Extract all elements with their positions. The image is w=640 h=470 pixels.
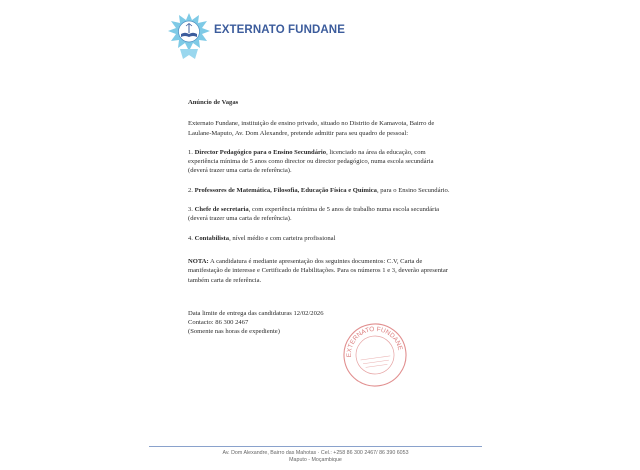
footer-divider xyxy=(149,446,482,447)
position-item: 4. Contabilista, nível médio e com carteira profissional xyxy=(188,234,336,242)
intro-paragraph: Externato Fundane, instituição de ensino privado, situado no Distrito de Kamavota, Bairro de Laulane-Maputo, Av. Dom Alexandre, pretende admitir para seu quadro de pessoal: xyxy=(188,120,435,137)
school-logo-badge xyxy=(167,12,211,60)
stamp-text: EXTERNATO FUNDANE xyxy=(345,325,404,358)
footer-city: Maputo - Moçambique xyxy=(289,457,342,464)
official-stamp xyxy=(338,318,413,393)
position-item: 3. Chefe de secretaria, com experiência mínima de 5 anos de trabalho numa escola secundária (deverá trazer uma carta de referência). xyxy=(188,206,440,223)
contact-text: Contacto: 86 300 2467 xyxy=(188,319,249,327)
note-paragraph: NOTA: A candidatura é mediante apresentação dos seguintes documentos: C.V, Carta de manifestação de interesse e Certificado de Habilitações. Para os números 1 e 3, deverão apresentar também carta de referência. xyxy=(188,257,448,284)
announcement-title: Anúncio de Vagas xyxy=(188,99,239,106)
note-label: NOTA: xyxy=(188,257,209,265)
announcement-body xyxy=(188,98,451,337)
deadline-text: Data limite de entrega das candidaturas 12/02/2026 xyxy=(188,309,324,317)
position-item: 1. Director Pedagógico para o Ensino Secundário, licenciado na área da educação, com experiência mínima de 5 anos como director ou director pedagógico, numa escola secundária (deverá trazer uma carta de referência). xyxy=(188,148,434,175)
hours-text: (Somente nas horas de expediente) xyxy=(188,328,280,336)
logo-ribbon xyxy=(180,49,198,59)
footer-address: Av. Dom Alexandre, Bairro das Mahotas · Cel.: +258 86 300 2467/ 86 390 6053 xyxy=(222,450,409,456)
position-item: 2. Professores de Matemática, Filosofia, Educação Física e Química, para o Ensino Secundário. xyxy=(188,186,450,194)
school-name-logo: EXTERNATO FUNDANE xyxy=(214,24,345,36)
footer xyxy=(149,450,482,464)
svg-text:EXTERNATO FUNDANE xyxy=(342,322,404,359)
